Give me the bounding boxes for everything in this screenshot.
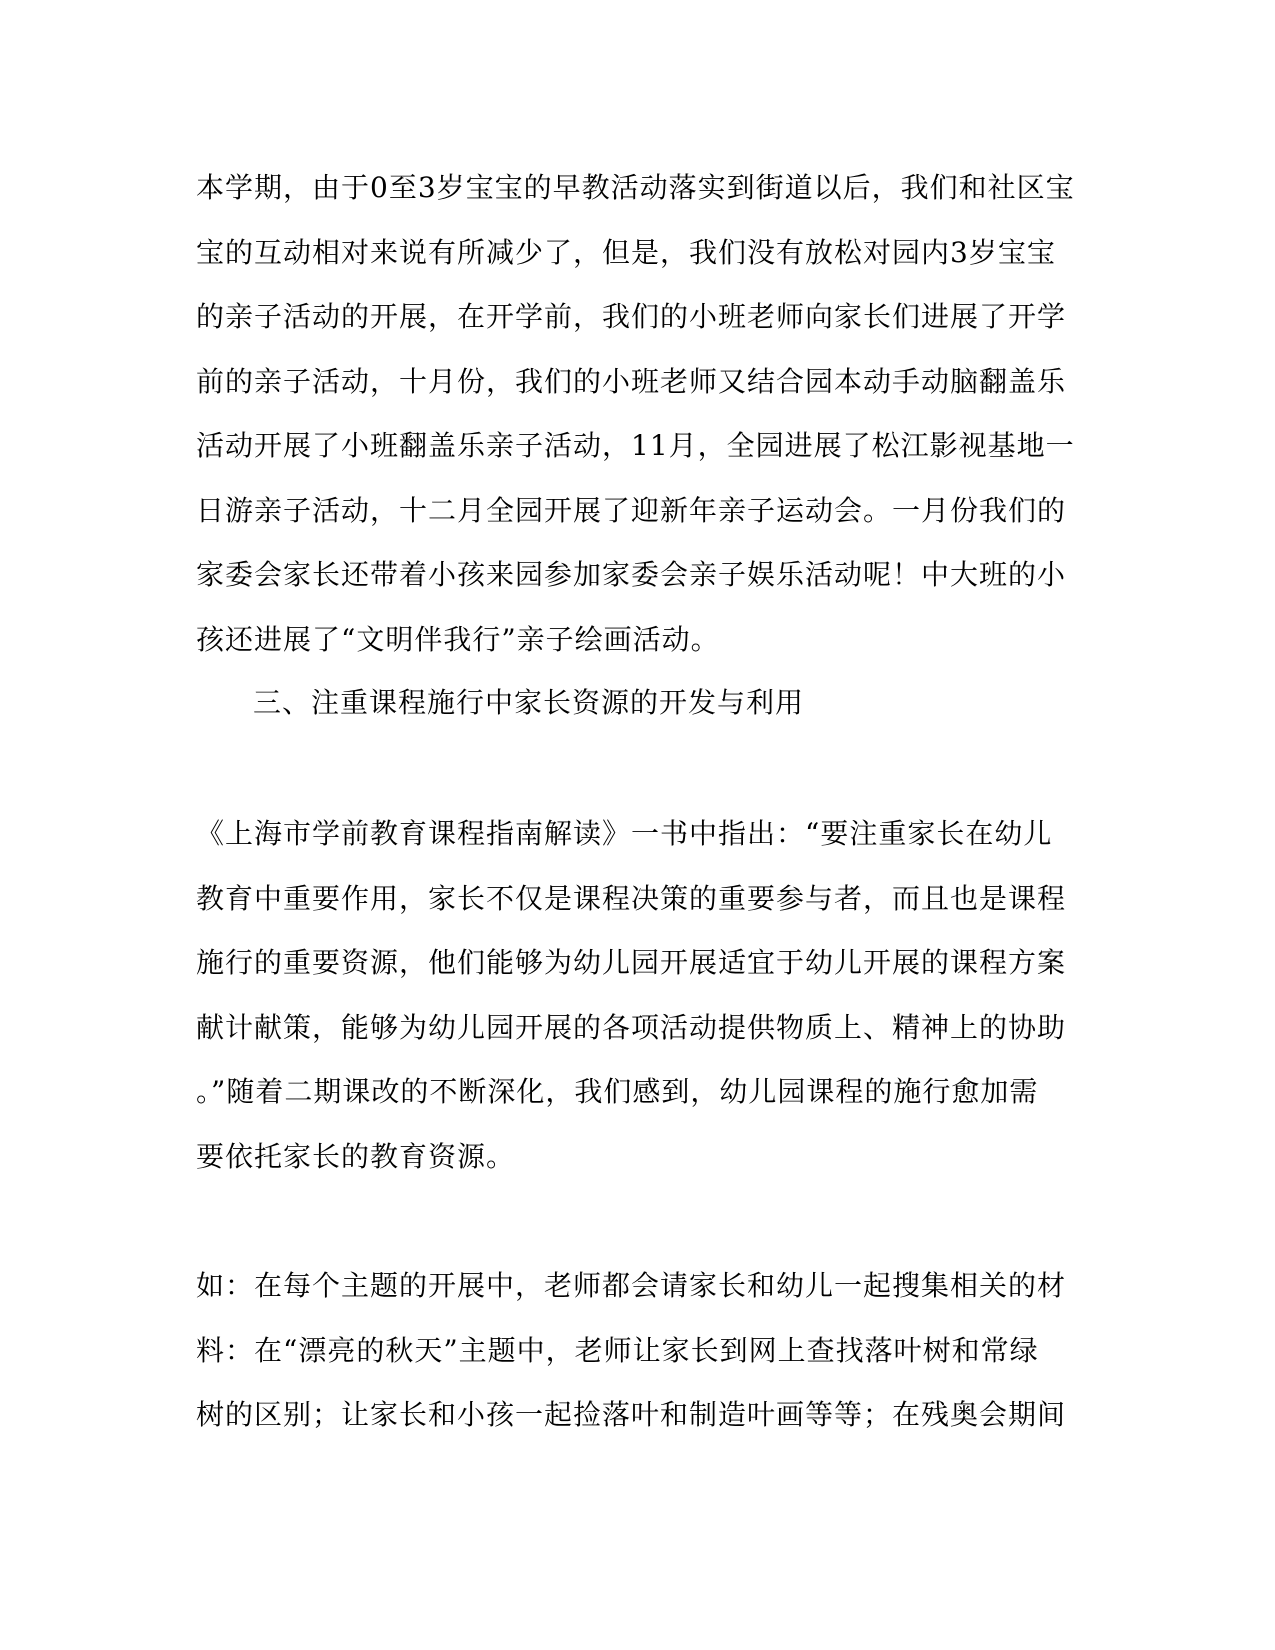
text-line: 。”随着二期课改的不断深化，我们感到，幼儿园课程的施行愈加需 <box>196 1075 1039 1108</box>
text-line: 家委会家长还带着小孩来园参加家委会亲子娱乐活动呢！中大班的小 <box>196 558 1067 591</box>
section-heading: 三、注重课程施行中家长资源的开发与利用 <box>253 686 805 719</box>
text-line: 教育中重要作用，家长不仅是课程决策的重要参与者，而且也是课程 <box>196 881 1067 915</box>
text-line: 料：在“漂亮的秋天”主题中，老师让家长到网上查找落叶树和常绿 <box>196 1333 1039 1367</box>
text-line: 活动开展了小班翻盖乐亲子活动，11月，全园进展了松江影视基地一 <box>196 429 1075 462</box>
text-line: 要依托家长的教育资源。 <box>196 1139 516 1173</box>
text-line: 本学期，由于0至3岁宝宝的早教活动落实到街道以后，我们和社区宝 <box>196 171 1075 204</box>
paragraph-parent-resources <box>196 802 1066 1189</box>
text-line: 《上海市学前教育课程指南解读》一书中指出：“要注重家长在幼儿 <box>196 817 1053 850</box>
text-line: 树的区别；让家长和小孩一起捡落叶和制造叶画等等；在残奥会期间 <box>196 1398 1067 1431</box>
paragraph-parent-child-activities <box>196 156 1075 672</box>
text-line: 如：在每个主题的开展中，老师都会请家长和幼儿一起搜集相关的材 <box>196 1269 1067 1302</box>
text-line: 宝的互动相对来说有所减少了，但是，我们没有放松对园内3岁宝宝 <box>196 235 1056 269</box>
paragraph-theme-examples <box>196 1254 1066 1448</box>
text-line: 献计献策，能够为幼儿园开展的各项活动提供物质上、精神上的协助 <box>196 1010 1067 1044</box>
text-line: 施行的重要资源，他们能够为幼儿园开展适宜于幼儿开展的课程方案 <box>196 946 1067 979</box>
text-line: 前的亲子活动，十月份，我们的小班老师又结合园本动手动脑翻盖乐 <box>196 364 1067 398</box>
text-line: 日游亲子活动，十二月全园开展了迎新年亲子运动会。一月份我们的 <box>196 493 1067 527</box>
text-line: 的亲子活动的开展，在开学前，我们的小班老师向家长们进展了开学 <box>196 300 1067 333</box>
text-line: 孩还进展了“文明伴我行”亲子绘画活动。 <box>196 622 720 656</box>
